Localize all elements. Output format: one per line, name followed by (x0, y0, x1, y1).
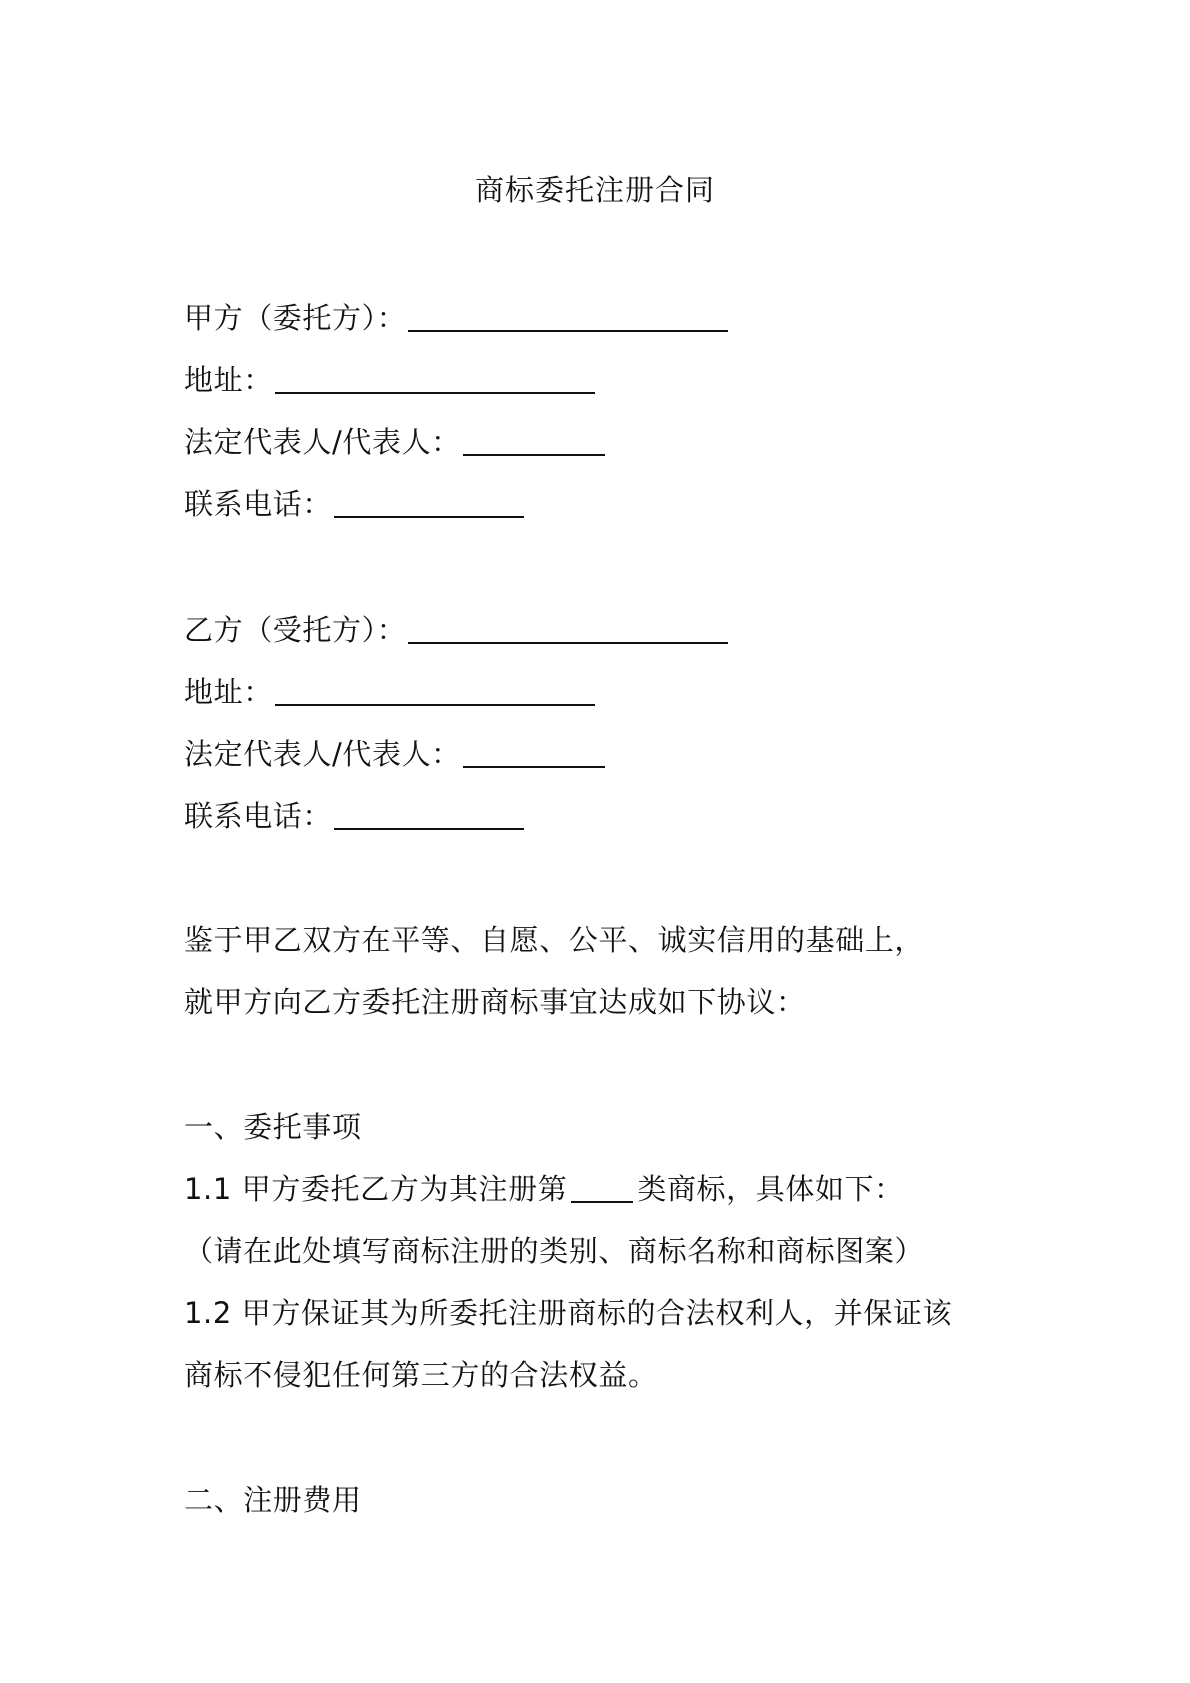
party-b-rep-blank (463, 738, 605, 768)
party-a-address-blank (275, 364, 595, 394)
trademark-class-blank (571, 1173, 633, 1203)
party-a-address-label: 地址： (184, 363, 273, 397)
party-a-phone-blank (334, 488, 524, 518)
party-a-blank (408, 302, 728, 332)
section-1-heading: 一、委托事项 (184, 1110, 362, 1144)
preamble-line-2: 就甲方向乙方委托注册商标事宜达成如下协议： (184, 985, 806, 1019)
section-2-heading: 二、注册费用 (184, 1483, 362, 1517)
document-title: 商标委托注册合同 (474, 173, 715, 207)
section-1-note: （请在此处填写商标注册的类别、商标名称和商标图案） (184, 1234, 925, 1268)
preamble-line-1: 鉴于甲乙双方在平等、自愿、公平、诚实信用的基础上， (184, 923, 925, 957)
party-a-phone-line (184, 484, 524, 524)
party-b-line (184, 610, 728, 650)
party-b-phone-line (184, 796, 524, 836)
party-a-rep-label: 法定代表人/代表人： (184, 425, 461, 459)
party-a-rep-line (184, 422, 605, 462)
party-a-phone-label: 联系电话： (184, 487, 333, 521)
party-b-phone-label: 联系电话： (184, 799, 333, 833)
party-b-rep-line (184, 734, 605, 774)
party-a-line (184, 298, 728, 338)
party-b-address-blank (275, 676, 595, 706)
section-1-item-2-line-2: 商标不侵犯任何第三方的合法权益。 (184, 1358, 658, 1392)
party-b-address-label: 地址： (184, 675, 273, 709)
section-1-item-2-line-1: 1.2 甲方保证其为所委托注册商标的合法权利人，并保证该 (184, 1296, 953, 1330)
section-1-item-1 (184, 1169, 904, 1209)
party-a-address-line (184, 360, 595, 400)
section-1-item-1-suffix: 类商标，具体如下： (637, 1172, 904, 1206)
party-b-address-line (184, 672, 595, 712)
party-b-phone-blank (334, 800, 524, 830)
section-1-item-1-prefix: 1.1 甲方委托乙方为其注册第 (184, 1172, 568, 1206)
party-b-blank (408, 614, 728, 644)
party-a-label: 甲方（委托方）： (184, 301, 407, 335)
party-b-rep-label: 法定代表人/代表人： (184, 737, 461, 771)
party-b-label: 乙方（受托方）： (184, 613, 407, 647)
party-a-rep-blank (463, 426, 605, 456)
